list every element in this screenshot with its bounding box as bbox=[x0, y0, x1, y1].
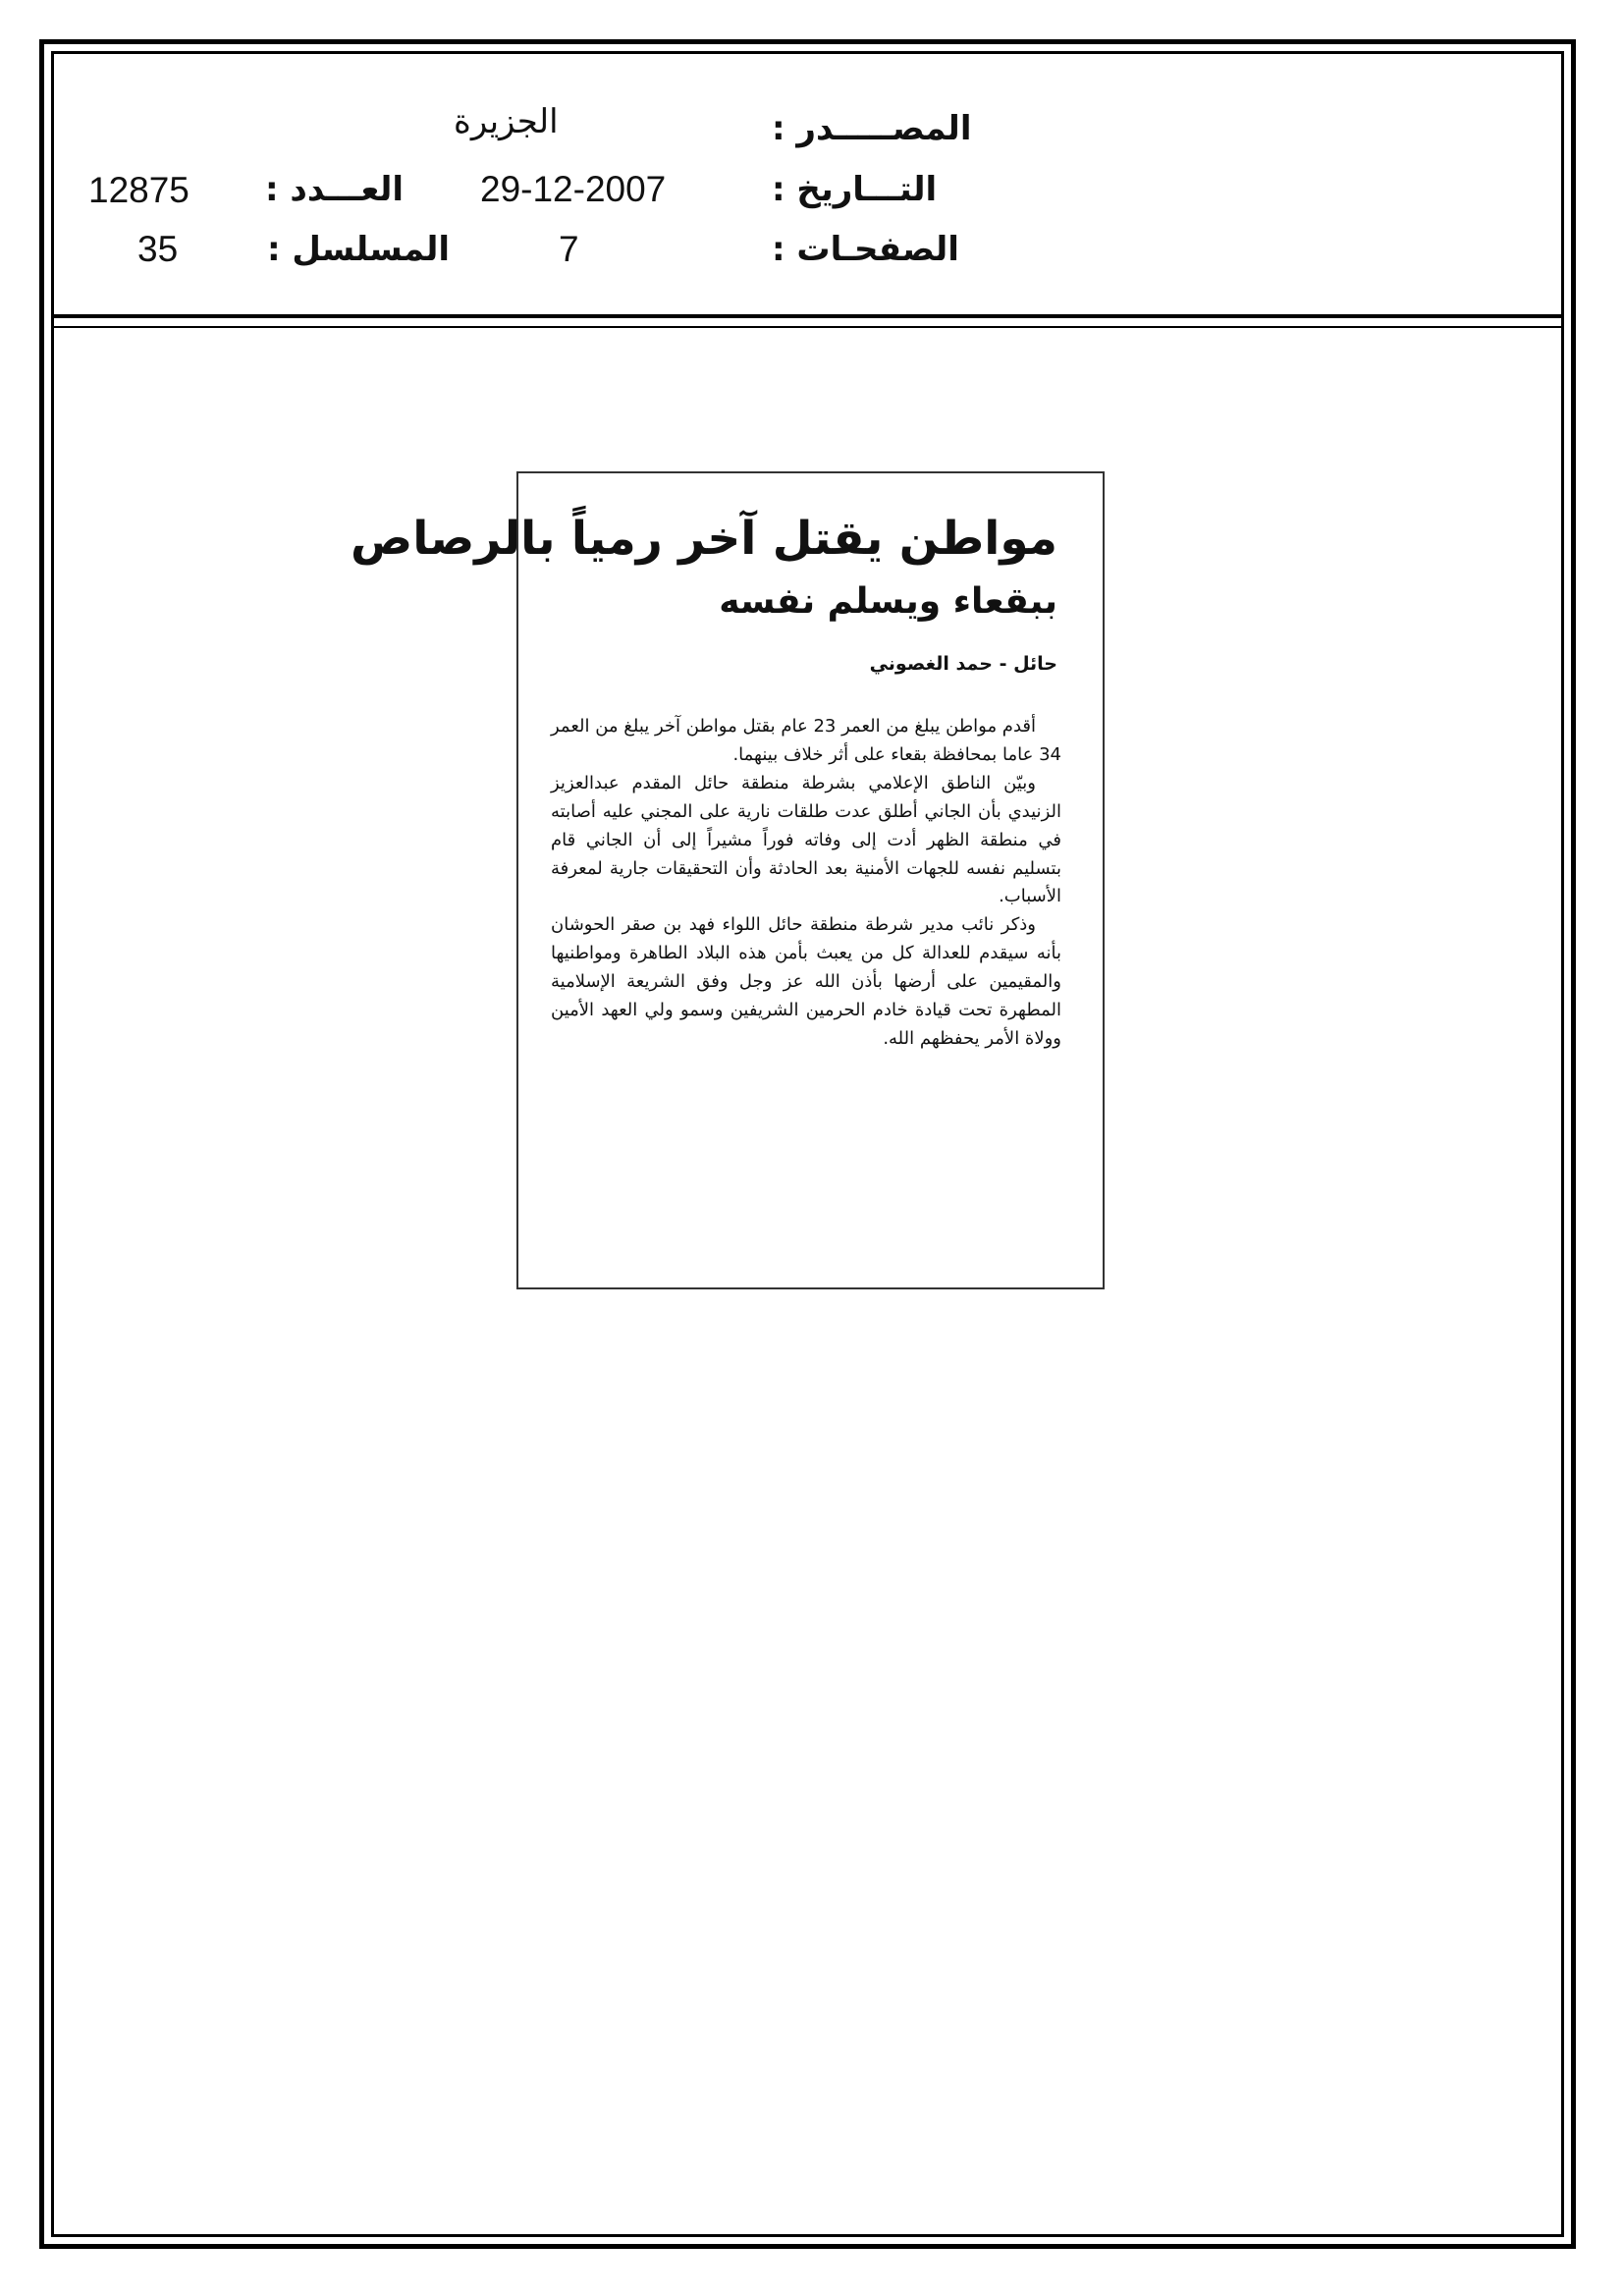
date-label: التـــاريخ : bbox=[772, 170, 938, 209]
source-label: المصـــــدر : bbox=[772, 109, 972, 148]
article-paragraph: وذكر نائب مدير شرطة منطقة حائل اللواء فهد بن صقر الحوشان بأنه سيقدم للعدالة كل من يعبث بأمن هذه البلاد الطاهرة ومواطنيها والمقيمين على أرضها بأذن الله عز وجل وفق الشريعة الإسلامية المطهرة تحت قيادة خادم الحرمين الشريفين وسمو ولي العهد الأمين وولاة الأمر يحفظهم الله. bbox=[551, 914, 1061, 1049]
article-paragraph: أقدم مواطن يبلغ من العمر 23 عام بقتل مواطن آخر يبلغ من العمر 34 عاما بمحافظة بقعاء على أثر خلاف بينهما. bbox=[551, 716, 1061, 765]
header-divider bbox=[51, 314, 1564, 318]
pages-value: 7 bbox=[559, 229, 579, 269]
source-value: الجزيرة bbox=[454, 103, 559, 140]
article-body bbox=[551, 713, 1061, 1054]
issue-label: العـــدد : bbox=[265, 170, 404, 209]
serial-value: 35 bbox=[137, 229, 179, 269]
date-value: 29-12-2007 bbox=[480, 169, 667, 209]
newspaper-clipping bbox=[351, 471, 1105, 1289]
article-subheadline: ببقعاء ويسلم نفسه bbox=[719, 581, 1057, 622]
header-divider-thin bbox=[51, 326, 1564, 328]
serial-label: المسلسل : bbox=[267, 230, 451, 269]
article-byline: حائل - حمد الغصوني bbox=[869, 653, 1057, 675]
article-headline: مواطن يقتل آخر رمياً بالرصاص bbox=[351, 512, 1057, 566]
article-paragraph: وبيّن الناطق الإعلامي بشرطة منطقة حائل المقدم عبدالعزيز الزنيدي بأن الجاني أطلق عدت طلقات نارية على المجني عليه أصابته في منطقة الظهر أدت إلى وفاته فوراً مشيراً إلى أن الجاني قام بتسليم نفسه للجهات الأمنية بعد الحادثة وأن التحقيقات جارية لمعرفة الأسباب. bbox=[551, 772, 1061, 907]
issue-value: 12875 bbox=[88, 170, 189, 210]
pages-label: الصفحـات : bbox=[772, 230, 959, 269]
